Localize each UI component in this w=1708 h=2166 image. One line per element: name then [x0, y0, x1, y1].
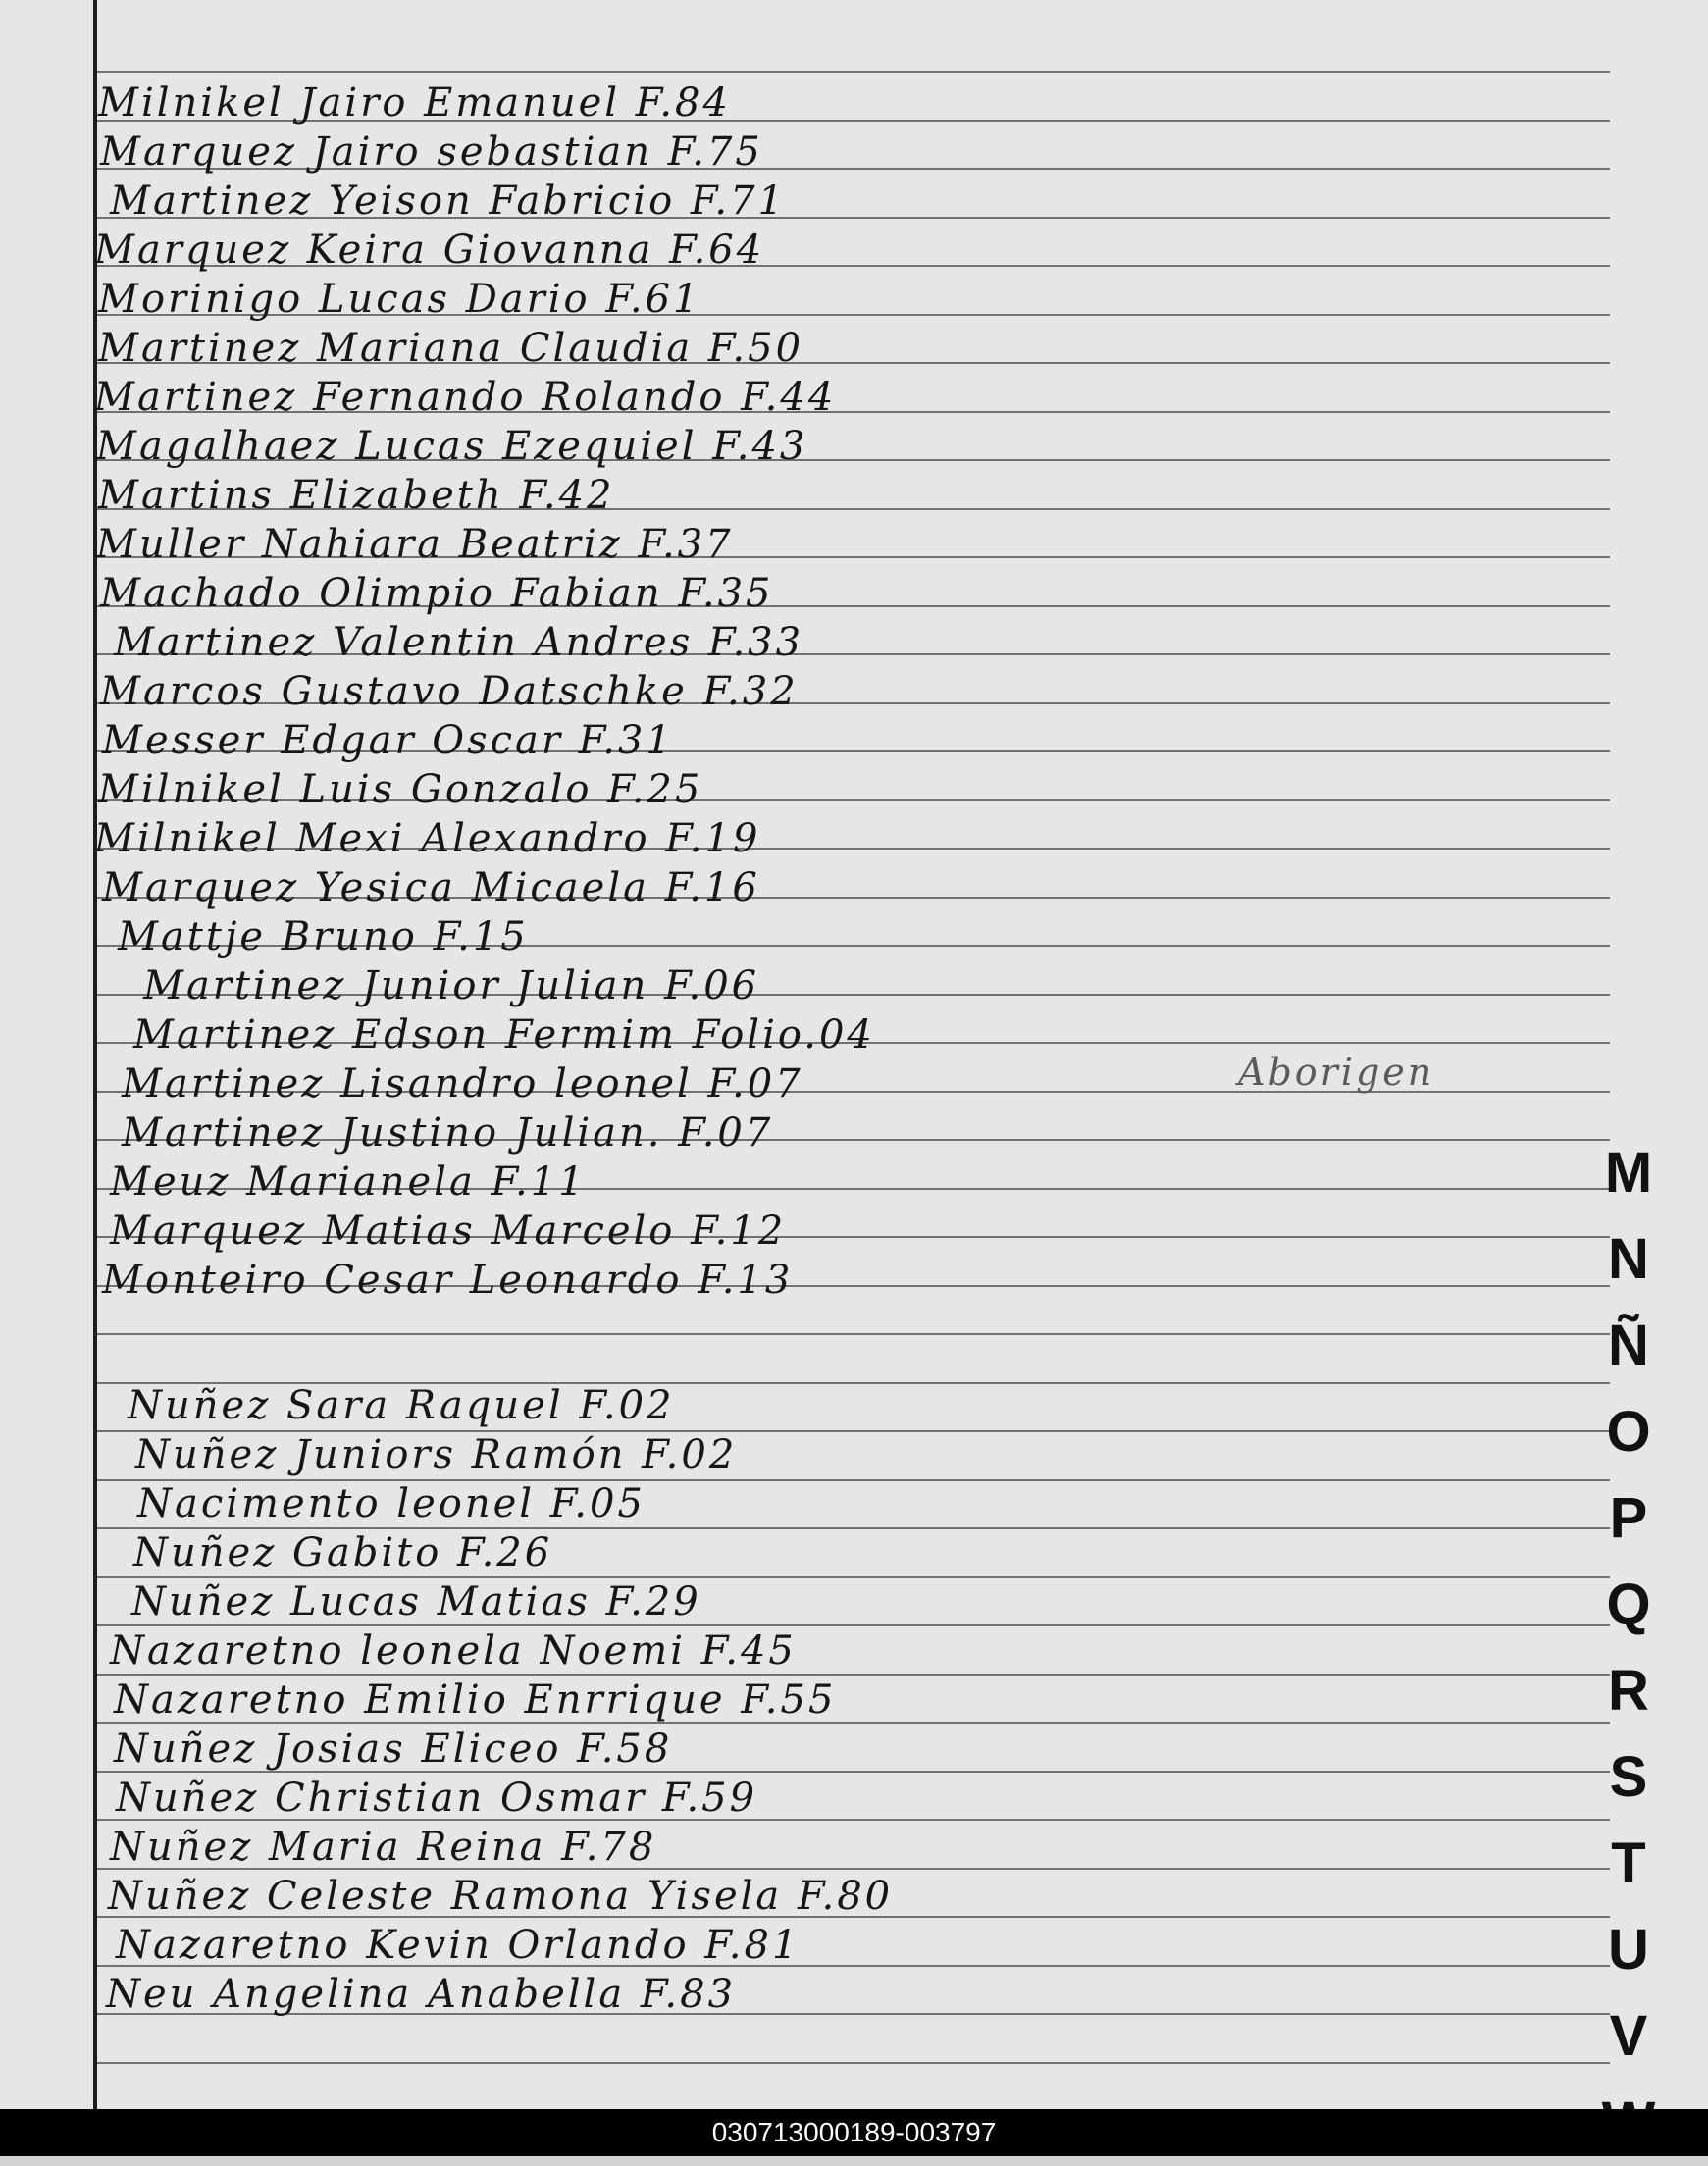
list-item: Nuñez Sara Raquel F.02 [128, 1383, 675, 1428]
margin-line [93, 0, 97, 2109]
list-item: Marcos Gustavo Datschke F.32 [100, 669, 799, 714]
index-letter: S [1609, 1745, 1648, 1809]
list-item: Milnikel Jairo Emanuel F.84 [98, 80, 731, 126]
side-note: Aborigen [1238, 1051, 1435, 1094]
scan-footer-bar [0, 2109, 1708, 2156]
list-item: Martinez Junior Julian F.06 [143, 963, 760, 1008]
list-item: Nacimento leonel F.05 [137, 1481, 646, 1526]
document-id: 030713000189-003797 [711, 2117, 997, 2147]
list-item: Martinez Valentin Andres F.33 [114, 620, 804, 665]
list-item: Machado Olimpio Fabian F.35 [100, 571, 774, 616]
list-item: Martins Elizabeth F.42 [98, 473, 615, 518]
list-item: Messer Edgar Oscar F.31 [102, 718, 674, 763]
list-item: Nuñez Juniors Ramón F.02 [135, 1432, 738, 1477]
index-letter: T [1611, 1831, 1646, 1895]
list-item: Marquez Keira Giovanna F.64 [94, 228, 765, 273]
list-item: Marquez Yesica Micaela F.16 [102, 865, 760, 910]
index-letter: R [1608, 1659, 1649, 1723]
list-item: Nuñez Josias Eliceo F.58 [114, 1727, 673, 1772]
index-letter: V [1609, 2004, 1648, 2068]
list-item: Nuñez Lucas Matias F.29 [131, 1579, 701, 1624]
ruled-line [97, 71, 1610, 73]
ruled-line [97, 1333, 1610, 1335]
list-item: Monteiro Cesar Leonardo F.13 [102, 1258, 794, 1303]
list-item: Muller Nahiara Beatriz F.37 [96, 522, 734, 567]
list-item: Nazaretno Emilio Enrrique F.55 [114, 1677, 837, 1723]
list-item: Milnikel Mexi Alexandro F.19 [94, 816, 761, 861]
list-item: Martinez Fernando Rolando F.44 [94, 375, 837, 420]
list-item: Meuz Marianela F.11 [110, 1160, 587, 1205]
list-item: Mattje Bruno F.15 [118, 914, 529, 959]
list-item: Marquez Matias Marcelo F.12 [110, 1209, 787, 1254]
list-item: Martinez Justino Julian. F.07 [122, 1110, 774, 1156]
list-item: Nuñez Maria Reina F.78 [110, 1825, 657, 1870]
list-item: Martinez Edson Fermim Folio.04 [133, 1012, 875, 1057]
list-item: Neu Angelina Anabella F.83 [106, 1972, 737, 2017]
list-item: Marquez Jairo sebastian F.75 [100, 129, 763, 175]
index-letter: O [1606, 1400, 1651, 1464]
list-item: Martinez Lisandro leonel F.07 [122, 1061, 803, 1107]
index-letter: N [1608, 1227, 1649, 1291]
index-letter: Ñ [1608, 1314, 1649, 1377]
list-item: Nuñez Gabito F.26 [133, 1530, 553, 1575]
list-item: Nazaretno leonela Noemi F.45 [110, 1628, 797, 1674]
list-item: Martinez Yeison Fabricio F.71 [110, 179, 787, 224]
alphabet-index [1589, 1130, 1668, 2166]
list-item: Nuñez Christian Osmar F.59 [116, 1776, 758, 1821]
index-letter: M [1604, 1141, 1653, 1205]
list-item: Nazaretno Kevin Orlando F.81 [116, 1923, 801, 1968]
list-item: Nuñez Celeste Ramona Yisela F.80 [108, 1874, 894, 1919]
list-item: Martinez Mariana Claudia F.50 [98, 326, 804, 371]
list-item: Morinigo Lucas Dario F.61 [98, 277, 701, 322]
index-letter: Q [1606, 1573, 1651, 1636]
index-letter: P [1609, 1486, 1648, 1550]
ruled-line [97, 2062, 1610, 2064]
list-item: Milnikel Luis Gonzalo F.25 [98, 767, 703, 812]
index-letter: U [1608, 1918, 1649, 1982]
list-item: Magalhaez Lucas Ezequiel F.43 [96, 424, 808, 469]
